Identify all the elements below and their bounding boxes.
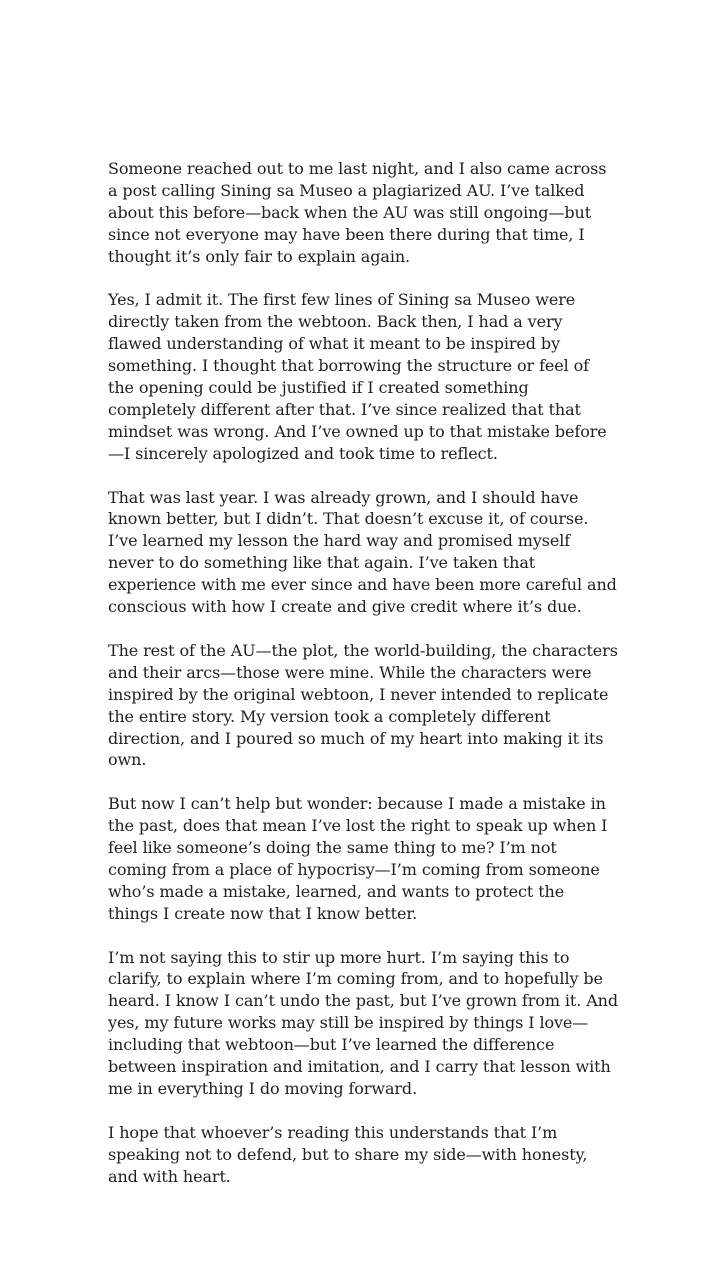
paragraph-3: That was last year. I was already grown, and I should have known better, but I didn’t. That doesn’t excuse it, of course. I’ve learned my lesson the hard way and promised myself never to do something like that again. I’ve taken that experience with me ever since and have been more careful and conscious with how I create and give credit where it’s due. xyxy=(108,487,617,617)
paragraph-6: I’m not saying this to stir up more hurt. I’m saying this to clarify, to explain where I’m coming from, and to hopefully be heard. I know I can’t undo the past, but I’ve grown from it. And yes, my future works may still be inspired by things I love—including that webtoon—but I’ve learned the difference between inspiration and imitation, and I carry that lesson with me in everything I do moving forward. xyxy=(108,947,619,1098)
paragraph-7: I hope that whoever’s reading this understands that I’m speaking not to defend, but to share my side—with honesty, and with heart. xyxy=(108,1122,588,1186)
paragraph-1: Someone reached out to me last night, and I also came across a post calling Sining sa Museo a plagiarized AU. I’ve talked about this before—back when the AU was still ongoing—but since not everyone may have been there during that time, I thought it’s only fair to explain again. xyxy=(108,159,607,266)
paragraph-4: The rest of the AU—the plot, the world-building, the characters and their arcs—those were mine. While the characters were inspired by the original webtoon, I never intended to replicate the entire story. My version took a completely different direction, and I poured so much of my heart into making it its own. xyxy=(108,640,618,770)
paragraph-2: Yes, I admit it. The first few lines of Sining sa Museo were directly taken from the webtoon. Back then, I had a very flawed understanding of what it meant to be inspired by something. I thought that borrowing the structure or feel of the opening could be justified if I created something completely different after that. I’ve since realized that that mindset was wrong. And I’ve owned up to that mistake before—I sincerely apologized and took time to reflect. xyxy=(108,290,607,463)
paragraph-5: But now I can’t help but wonder: because I made a mistake in the past, does that mean I’ve lost the right to speak up when I feel like someone’s doing the same thing to me? I’m not coming from a place of hypocrisy—I’m coming from someone who’s made a mistake, learned, and wants to protect the things I create now that I know better. xyxy=(108,794,608,923)
statement-body xyxy=(108,158,618,1209)
